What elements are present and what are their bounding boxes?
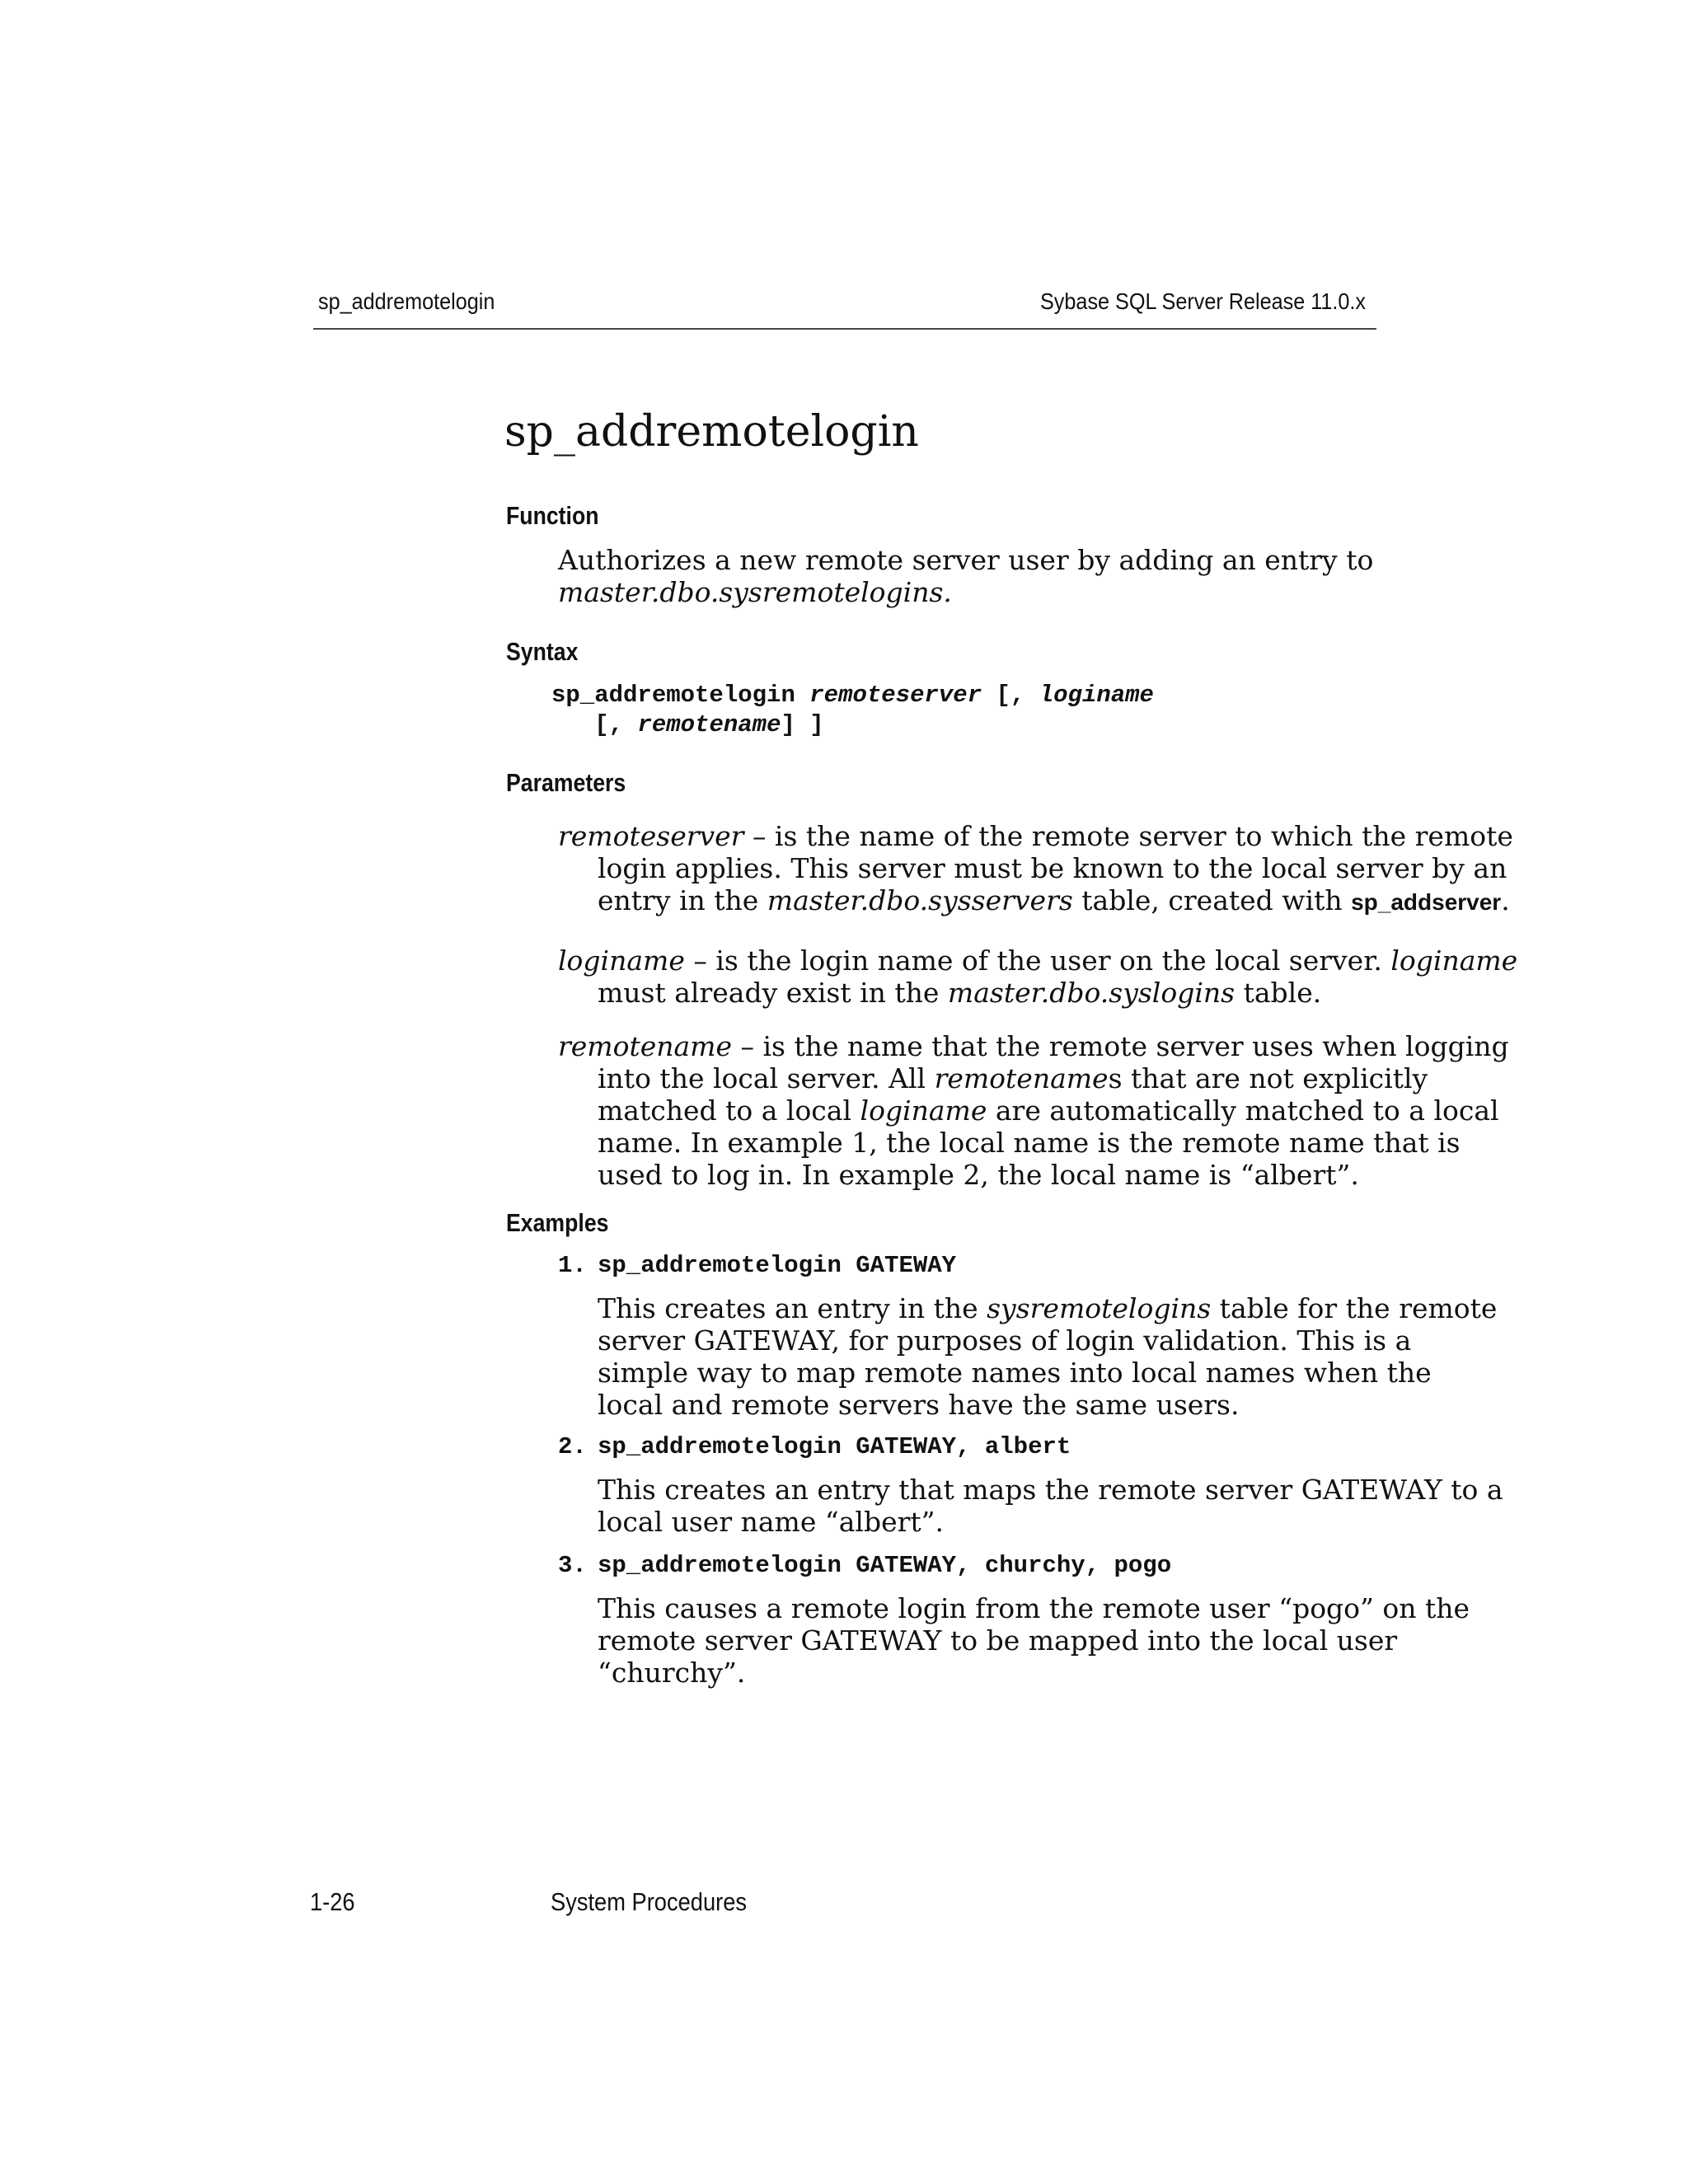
example-number: 2. — [558, 1433, 587, 1460]
page-title: sp_addremotelogin — [504, 407, 919, 457]
parameter-text: login applies. This server must be known to the local server by an — [598, 852, 1507, 884]
syntax-bracket: ] ] — [781, 711, 824, 738]
table-name: master.dbo.sysservers — [767, 884, 1073, 916]
example-text: This creates an entry in the — [598, 1292, 987, 1324]
example-2-description — [598, 1474, 1503, 1538]
section-heading-syntax: Syntax — [506, 637, 579, 666]
header-rule — [313, 328, 1376, 330]
example-number: 3. — [558, 1552, 587, 1579]
parameter-text: s that are not explicitly — [1108, 1062, 1428, 1094]
example-3-code — [558, 1551, 1382, 1581]
example-text: “churchy”. — [598, 1657, 746, 1689]
example-text: server GATEWAY, for purposes of login validation. This is a — [598, 1324, 1412, 1357]
example-code: sp_addremotelogin GATEWAY, churchy, pogo — [598, 1552, 1172, 1579]
parameter-text: . — [1501, 884, 1510, 916]
parameter-text: must already exist in the — [598, 977, 948, 1009]
example-code: sp_addremotelogin GATEWAY — [598, 1252, 957, 1279]
page-number: 1-26 — [310, 1887, 355, 1916]
footer-section-title: System Procedures — [551, 1887, 748, 1916]
example-2-code — [558, 1432, 1382, 1462]
example-3-description — [598, 1592, 1470, 1689]
function-description — [558, 544, 1382, 608]
syntax-arg-remoteserver: remoteserver — [809, 682, 982, 709]
parameter-text: entry in the — [598, 884, 767, 916]
running-header-right: Sybase SQL Server Release 11.0.x — [1040, 288, 1367, 314]
syntax-block — [551, 681, 1154, 740]
example-code: sp_addremotelogin GATEWAY, albert — [598, 1433, 1071, 1460]
section-heading-examples: Examples — [506, 1208, 609, 1237]
parameter-text: are automatically matched to a local — [987, 1094, 1499, 1127]
parameter-name: remotename — [558, 1030, 733, 1062]
table-name: sysremotelogins — [987, 1292, 1212, 1324]
example-number: 1. — [558, 1252, 587, 1279]
syntax-arg-remotename: remotename — [637, 711, 781, 738]
parameter-remoteserver — [558, 820, 1513, 918]
procedure-name: sp_addserver — [1351, 889, 1502, 915]
section-heading-parameters: Parameters — [506, 768, 626, 797]
parameter-ref: loginame — [1390, 944, 1518, 977]
example-text: This causes a remote login from the remote user “pogo” on the — [598, 1592, 1470, 1624]
example-text: remote server GATEWAY to be mapped into the local user — [598, 1624, 1398, 1657]
example-text: table for the remote — [1211, 1292, 1498, 1324]
parameter-text: name. In example 1, the local name is the remote name that is — [598, 1127, 1461, 1159]
syntax-arg-loginame: loginame — [1039, 682, 1154, 709]
example-text: local and remote servers have the same users. — [598, 1389, 1240, 1421]
parameter-text: table. — [1235, 977, 1322, 1009]
section-heading-function: Function — [506, 501, 599, 530]
example-text: local user name “albert”. — [598, 1506, 944, 1538]
parameter-name: remoteserver — [558, 820, 744, 852]
example-text: This creates an entry that maps the remote server GATEWAY to a — [598, 1474, 1503, 1506]
running-header-left: sp_addremotelogin — [318, 288, 495, 314]
parameter-remotename — [558, 1030, 1509, 1191]
parameter-loginame — [558, 944, 1518, 1009]
parameter-ref: loginame — [860, 1094, 987, 1127]
parameter-text: – is the name that the remote server uses when logging — [732, 1030, 1509, 1062]
example-text: simple way to map remote names into local names when the — [598, 1357, 1432, 1389]
function-line: Authorizes a new remote server user by adding an entry to — [558, 544, 1374, 576]
parameter-text: – is the name of the remote server to which the remote — [743, 820, 1513, 852]
parameter-name: loginame — [558, 944, 685, 977]
parameter-text: matched to a local — [598, 1094, 860, 1127]
parameter-text: – is the login name of the user on the local server. — [684, 944, 1391, 977]
parameter-text: into the local server. All — [598, 1062, 935, 1094]
function-table-name: master.dbo.sysremotelogins. — [558, 576, 952, 608]
example-1-description — [598, 1292, 1498, 1421]
syntax-command: sp_addremotelogin — [551, 682, 795, 709]
parameter-ref: remotename — [934, 1062, 1109, 1094]
parameter-text: table, created with — [1072, 884, 1352, 916]
example-1-code — [558, 1251, 1382, 1281]
syntax-bracket: [, — [594, 711, 638, 738]
table-name: master.dbo.syslogins — [947, 977, 1236, 1009]
parameter-text: used to log in. In example 2, the local name is “albert”. — [598, 1159, 1359, 1191]
syntax-bracket: [, — [982, 682, 1039, 709]
